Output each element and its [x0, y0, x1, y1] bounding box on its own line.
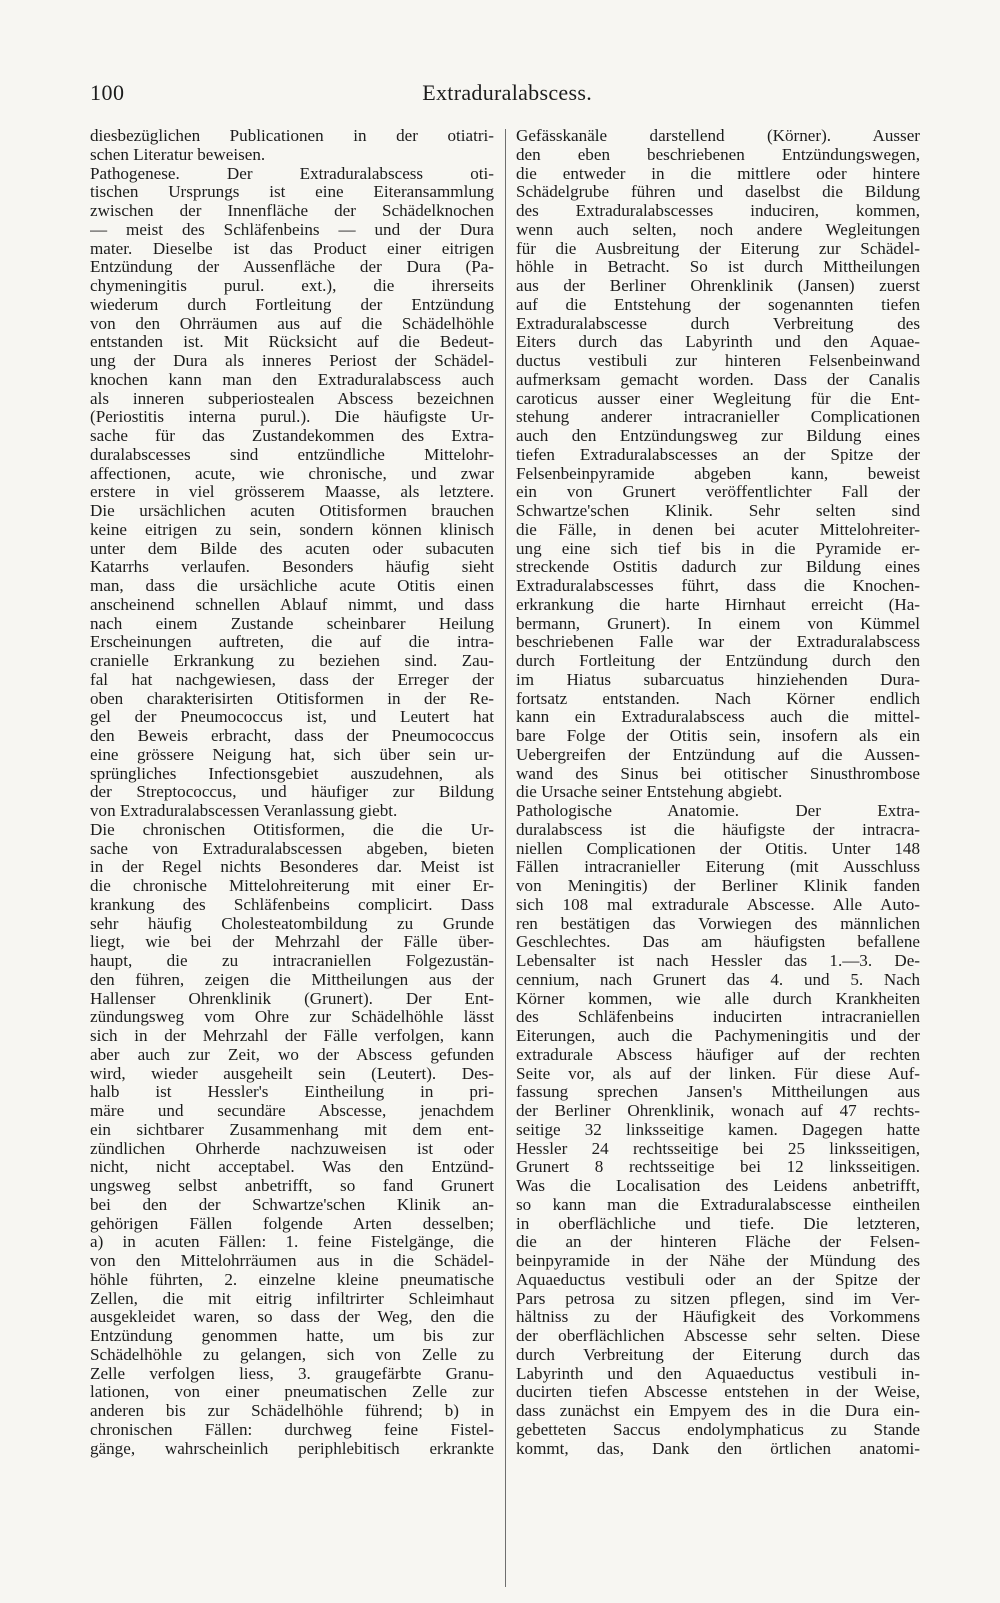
text-line: sehr häufig Cholesteatombildung zu Grunde [90, 914, 494, 933]
text-line: Grunert 8 rechtsseitige bei 12 linksseitigen. [516, 1158, 920, 1177]
text-line: Eiterungen, auch die Pachymeningitis und der [516, 1027, 920, 1045]
text-line: Gefässkanäle darstellend (Körner). Ausser [516, 127, 920, 145]
text-line: streckende Ostitis dadurch zur Bildung eines [516, 558, 920, 577]
text-line: lationen, von einer pneumatischen Zelle zur [90, 1383, 494, 1402]
text-line: höhle führten, 2. einzelne kleine pneumatische [90, 1270, 494, 1289]
text-line: nicht, nicht acceptabel. Was den Entzünd- [90, 1158, 494, 1177]
text-line: kommt, das, Dank den örtlichen anatomi- [516, 1439, 920, 1458]
text-line: gebetteten Saccus endolymphaticus zu Stande [516, 1420, 920, 1439]
text-line: Katarrhs verlaufen. Besonders häufig sieht [90, 558, 494, 577]
text-line: Extraduralabscesses führt, dass die Knochen- [516, 577, 920, 595]
text-line: als inneren subperiostealen Abscess bezeichnen [90, 389, 494, 408]
text-line: Geschlechtes. Das am häufigsten befallene [516, 933, 920, 952]
text-line: erstere in viel grösserem Maasse, als letztere. [90, 483, 494, 502]
text-line: diesbezüglichen Publicationen in der otiatri- [90, 127, 494, 145]
running-title: Extraduralabscess. [422, 80, 592, 105]
text-line: bermann, Grunert). In einem von Kümmel [516, 614, 920, 633]
text-line: Schädelgrube führen und daselbst die Bildung [516, 183, 920, 202]
text-line: knochen kann man den Extraduralabscess auch [90, 370, 494, 389]
text-line: seitige 32 linksseitige kamen. Dagegen hatte [516, 1120, 920, 1139]
text-line: bare Folge der Otitis sein, insofern als ein [516, 727, 920, 745]
text-line: so kann man die Extraduralabscesse eintheilen [516, 1195, 920, 1214]
text-line: anderen bis zur Schädelhöhle führend; b) in [90, 1402, 494, 1420]
text-line: halb ist Hessler's Eintheilung in pri- [90, 1083, 494, 1102]
text-line: liegt, wie bei der Mehrzahl der Fälle über- [90, 933, 494, 952]
page-number: 100 [90, 80, 125, 105]
text-line: sache von Extraduralabscessen abgeben, bieten [90, 839, 494, 858]
text-line: in der Regel nichts Besonderes dar. Meist ist [90, 858, 494, 877]
text-line: den Beweis erbracht, dass der Pneumococcus [90, 727, 494, 745]
text-line: fal hat nachgewiesen, dass der Erreger der [90, 670, 494, 689]
text-line: ductus vestibuli zur hinteren Felsenbeinwand [516, 352, 920, 370]
text-line: haupt, die zu intracraniellen Folgezustän- [90, 952, 494, 970]
text-line: durch Fortleitung der Entzündung durch den [516, 652, 920, 670]
text-line: Pars petrosa zu sitzen pflegen, sind im Ver- [516, 1289, 920, 1308]
text-line: man, dass die ursächliche acute Otitis einen [90, 577, 494, 595]
text-line: von den Mittelohrräumen aus in die Schädel- [90, 1252, 494, 1270]
text-line: gehörigen Fällen folgende Arten desselben; [90, 1214, 494, 1233]
text-line: auch den Entzündungsweg zur Bildung eines [516, 427, 920, 445]
text-line: chronischen Fällen: durchweg feine Fistel- [90, 1420, 494, 1439]
text-line: ung eine sich tief bis in die Pyramide er- [516, 539, 920, 558]
text-line: in oberflächliche und tiefe. Die letzteren, [516, 1214, 920, 1233]
text-line: kann ein Extraduralabscess auch die mittel- [516, 708, 920, 727]
text-line: niellen Complicationen der Otitis. Unter 148 [516, 839, 920, 858]
text-line: keine eitrigen zu sein, sondern können klinisch [90, 520, 494, 539]
text-line: ein von Grunert veröffentlichter Fall der [516, 483, 920, 502]
text-line: zündlichen Ohrherde nachzuweisen ist oder [90, 1139, 494, 1158]
text-line: Schädelhöhle zu gelangen, sich von Zelle zu [90, 1345, 494, 1364]
text-line: Die ursächlichen acuten Otitisformen brauchen [90, 502, 494, 520]
text-line: oben charakterisirten Otitisformen in der Re- [90, 689, 494, 708]
text-line: duralabscess ist die häufigste der intracra- [516, 820, 920, 839]
text-line: beinpyramide in der Nähe der Mündung des [516, 1252, 920, 1270]
text-line: erkrankung die harte Hirnhaut erreicht (Ha- [516, 595, 920, 614]
text-line: Entzündung der Aussenfläche der Dura (Pa- [90, 258, 494, 277]
text-line: von Extraduralabscessen Veranlassung giebt. [90, 802, 398, 820]
text-line: sprüngliches Infectionsgebiet auszudehnen, als [90, 764, 494, 783]
text-line: Seite vor, als auf der linken. Für diese Auf- [516, 1064, 920, 1083]
text-line: der Streptococcus, und häufiger zur Bildung [90, 783, 494, 802]
text-line: Lebensalter ist nach Hessler das 1.—3. De- [516, 952, 920, 970]
text-line: eine grössere Neigung hat, sich über sein ur- [90, 745, 494, 764]
text-line: chymeningitis purul. ext.), die ihrerseits [90, 277, 494, 295]
text-line: Pathogenese. Der Extraduralabscess oti- [90, 164, 494, 183]
text-line: affectionen, acute, wie chronische, und zwar [90, 464, 494, 483]
text-line: extradurale Abscess häufiger auf der rechten [516, 1045, 920, 1064]
text-line: entstanden ist. Mit Rücksicht auf die Bedeut- [90, 333, 494, 352]
text-line: anscheinend schnellen Ablauf nimmt, und dass [90, 595, 494, 614]
text-line: krankung des Schläfenbeins complicirt. Dass [90, 895, 494, 914]
text-line: Hessler 24 rechtsseitige bei 25 linksseitigen, [516, 1139, 920, 1158]
text-line: durch Verbreitung der Eiterung durch das [516, 1345, 920, 1364]
text-line: die Fälle, in denen bei acuter Mittelohreiter- [516, 520, 920, 539]
text-line: Aquaeductus vestibuli oder an der Spitze der [516, 1270, 920, 1289]
text-line: nach einem Zustande scheinbarer Heilung [90, 614, 494, 633]
text-line: wand des Sinus bei otitischer Sinusthrombose [516, 764, 920, 783]
text-line: Extraduralabscesse durch Verbreitung des [516, 314, 920, 333]
text-line: höhle in Betracht. So ist durch Mittheilungen [516, 258, 920, 277]
text-line: für die Ausbreitung der Eiterung zur Schädel- [516, 239, 920, 258]
text-line: Entzündung genommen hatte, um bis zur [90, 1327, 494, 1345]
text-line: stehung anderer intracranieller Complicationen [516, 408, 920, 427]
text-line: zündungsweg vom Ohre zur Schädelhöhle lässt [90, 1008, 494, 1027]
text-line: dass zunächst ein Empyem des in die Dura ein- [516, 1402, 920, 1420]
text-line: hältniss zu der Häufigkeit des Vorkommens [516, 1308, 920, 1327]
text-line: des Schläfenbeins inducirten intracraniellen [516, 1008, 920, 1027]
text-line: ausgekleidet waren, so dass der Weg, den die [90, 1308, 494, 1327]
text-line: der Berliner Ohrenklinik, wonach auf 47 rechts- [516, 1102, 920, 1120]
text-line: aus der Berliner Ohrenklinik (Jansen) zuerst [516, 277, 920, 295]
text-line: ducirten tiefen Abscesse entstehen in der Weise, [516, 1383, 920, 1402]
text-line: tischen Ursprungs ist eine Eiteransammlung [90, 183, 494, 202]
text-line: ung der Dura als inneres Periost der Schädel- [90, 352, 494, 370]
text-line: gänge, wahrscheinlich periphlebitisch erkrankte [90, 1439, 494, 1458]
text-line: Schwartze'schen Klinik. Sehr selten sind [516, 502, 920, 520]
text-line: auf die Entstehung der sogenannten tiefen [516, 295, 920, 314]
text-line: sich in der Mehrzahl der Fälle verfolgen, kann [90, 1027, 494, 1045]
text-line: den eben beschriebenen Entzündungswegen, [516, 145, 920, 164]
text-line: wird, wieder ausgeheilt sein (Leutert). Des- [90, 1064, 494, 1083]
text-line: den führen, zeigen die Mittheilungen aus der [90, 970, 494, 989]
text-line: im Hiatus subarcuatus hinziehenden Dura- [516, 670, 920, 689]
text-line: bei den der Schwartze'schen Klinik an- [90, 1195, 494, 1214]
text-line: zwischen der Innenfläche der Schädelknochen [90, 202, 494, 220]
text-line: Hallenser Ohrenklinik (Grunert). Der Ent- [90, 989, 494, 1008]
text-line: die chronische Mittelohreiterung mit einer Er- [90, 877, 494, 895]
page-header [90, 80, 592, 114]
text-line: unter dem Bilde des acuten oder subacuten [90, 539, 494, 558]
text-line: ungsweg selbst anbetrifft, so fand Grunert [90, 1177, 494, 1195]
column-divider [505, 129, 506, 1587]
text-line: Eiters durch das Labyrinth und den Aquae- [516, 333, 920, 352]
text-line: sich 108 mal extradurale Abscesse. Alle Auto- [516, 895, 920, 914]
text-line: fassung sprechen Jansen's Mittheilungen aus [516, 1083, 920, 1102]
text-line: Fällen intracranieller Eiterung (mit Ausschluss [516, 858, 920, 877]
text-line: duralabscesses sind entzündliche Mittelohr- [90, 445, 494, 464]
text-line: aber auch zur Zeit, wo der Abscess gefunden [90, 1045, 494, 1064]
text-line: ren bestätigen das Vorwiegen des männlichen [516, 914, 920, 933]
left-text-column [90, 127, 494, 1458]
text-line: die Ursache seiner Entstehung abgiebt. [516, 783, 783, 802]
text-line: beschriebenen Falle war der Extraduralabscess [516, 633, 920, 652]
text-line: sache für das Zustandekommen des Extra- [90, 427, 494, 445]
text-line: Erscheinungen auftreten, die auf die intra- [90, 633, 494, 652]
text-line: caroticus ausser einer Wegleitung für die Ent- [516, 389, 920, 408]
text-line: der oberflächlichen Abscesse sehr selten. Diese [516, 1327, 920, 1345]
text-line: die entweder in die mittlere oder hintere [516, 164, 920, 183]
right-text-column [516, 127, 920, 1458]
text-line: märe und secundäre Abscesse, jenachdem [90, 1102, 494, 1120]
text-line: (Periostitis interna purul.). Die häufigste Ur- [90, 408, 494, 427]
text-line: von Meningitis) der Berliner Klinik fanden [516, 877, 920, 895]
text-line: ein sichtbarer Zusammenhang mit dem ent- [90, 1120, 494, 1139]
text-line: Zelle verfolgen liess, 3. graugefärbte Granu- [90, 1364, 494, 1383]
text-line: cranielle Erkrankung zu beziehen sind. Zau- [90, 652, 494, 670]
text-line: schen Literatur beweisen. [90, 145, 266, 164]
text-line: Die chronischen Otitisformen, die die Ur- [90, 820, 494, 839]
text-line: gel der Pneumococcus ist, und Leutert hat [90, 708, 494, 727]
text-line: Körner kommen, wie alle durch Krankheiten [516, 989, 920, 1008]
text-line: von den Ohrräumen aus auf die Schädelhöhle [90, 314, 494, 333]
text-line: des Extraduralabscesses induciren, kommen, [516, 202, 920, 220]
text-line: die an der hinteren Fläche der Felsen- [516, 1233, 920, 1252]
text-line: Felsenbeinpyramide abgeben kann, beweist [516, 464, 920, 483]
text-line: Zellen, die mit eitrig infiltrirter Schleimhaut [90, 1289, 494, 1308]
text-line: Labyrinth und den Aquaeductus vestibuli in- [516, 1364, 920, 1383]
text-line: Uebergreifen der Entzündung auf die Aussen- [516, 745, 920, 764]
text-line: fortsatz entstanden. Nach Körner endlich [516, 689, 920, 708]
text-line: wiederum durch Fortleitung der Entzündung [90, 295, 494, 314]
text-line: mater. Dieselbe ist das Product einer eitrigen [90, 239, 494, 258]
text-line: cennium, nach Grunert das 4. und 5. Nach [516, 970, 920, 989]
text-line: aufmerksam gemacht worden. Dass der Canalis [516, 370, 920, 389]
text-line: wenn auch selten, noch andere Wegleitungen [516, 220, 920, 239]
text-line: tiefen Extraduralabscesses an der Spitze der [516, 445, 920, 464]
text-line: — meist des Schläfenbeins — und der Dura [90, 220, 494, 239]
text-line: Pathologische Anatomie. Der Extra- [516, 802, 920, 820]
text-line: Was die Localisation des Leidens anbetrifft, [516, 1177, 920, 1195]
text-line: a) in acuten Fällen: 1. feine Fistelgänge, die [90, 1233, 494, 1252]
